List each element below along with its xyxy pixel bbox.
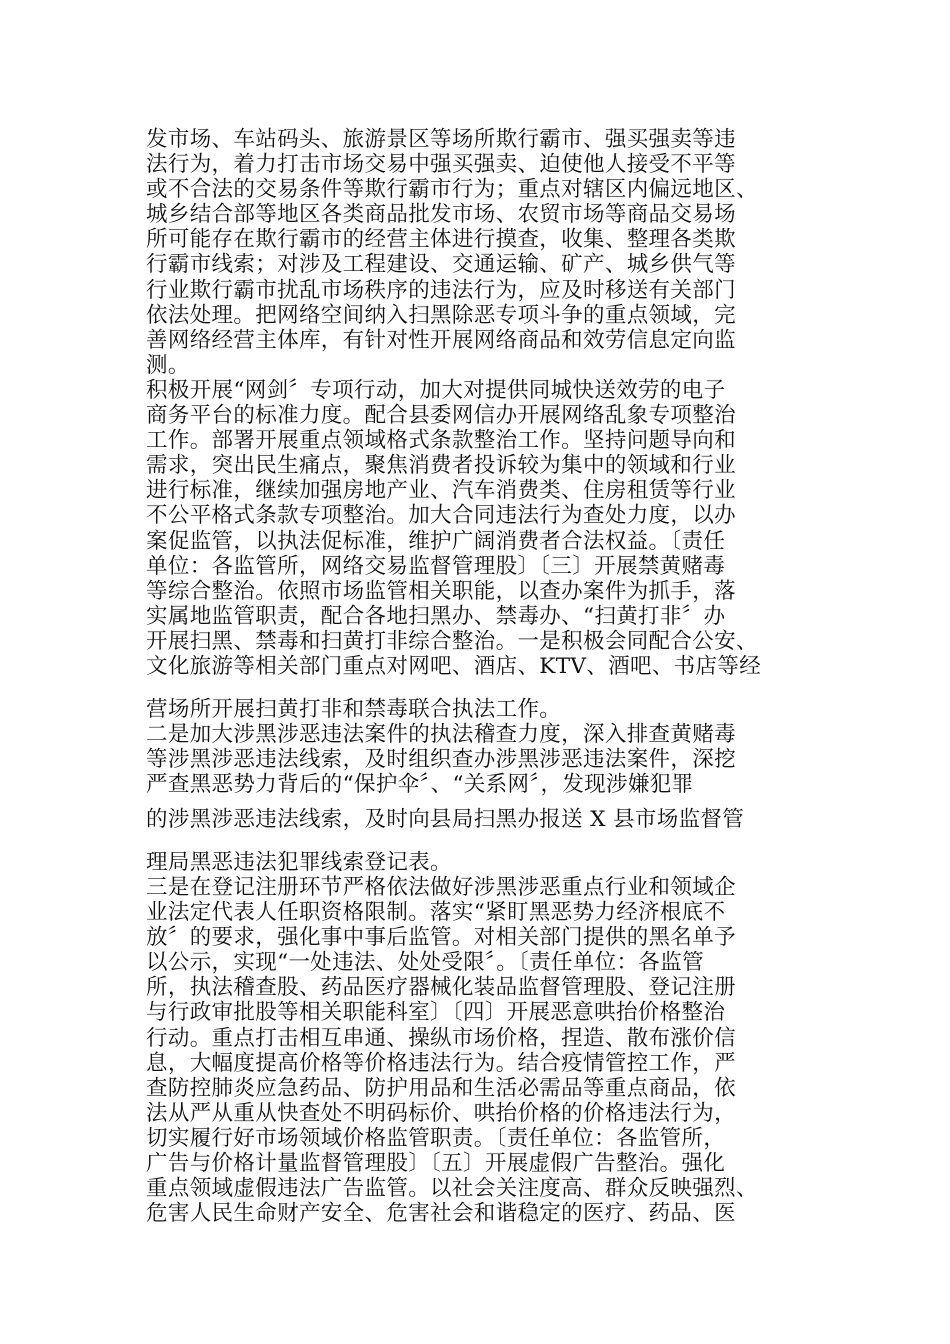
- text-line: 业法定代表人任职资格限制。落实“紧盯黑恶势力经济根底不: [146, 900, 726, 926]
- text-line: 三是在登记注册环节严格依法做好涉黑涉恶重点行业和领域企: [146, 875, 736, 900]
- text-line: 查防控肺炎应急药品、防护用品和生活必需品等重点商品，依: [146, 1075, 736, 1101]
- text-line: 严查黑恶势力背后的“保护伞〞、“关系网〞，发现涉嫌犯罪: [146, 772, 694, 798]
- text-line: 所，执法稽查股、药品医疗器械化装品监督管理股、登记注册: [146, 975, 736, 1001]
- text-line: 理局黑恶违法犯罪线索登记表。: [146, 850, 452, 875]
- text-line: 工作。部署开展重点领域格式条款整治工作。坚持问题导向和: [146, 428, 736, 454]
- paragraph-3: [146, 722, 822, 797]
- text-line: 行动。重点打击相互串通、操纵市场价格，捏造、散布涨价信: [146, 1025, 736, 1051]
- text-line: 广告与价格计量监督管理股〕〔五〕开展虚假广告整治。强化: [146, 1151, 726, 1177]
- paragraph-3-tail: [146, 850, 822, 875]
- paragraph-2-wide-line: [146, 654, 822, 679]
- text-line: 等综合整治。依照市场监管相关职能，以查办案件为抓手，落: [146, 578, 736, 604]
- paragraph-2: [146, 378, 822, 654]
- text-line: 城乡结合部等地区各类商品批发市场、农贸市场等商品交易场: [146, 202, 736, 228]
- text-line: 法从严从重从快查处不明码标价、哄抬价格的价格违法行为，: [146, 1100, 736, 1126]
- text-line: 实属地监管职责，配合各地扫黑办、禁毒办、“扫黄打非〞办: [146, 603, 726, 629]
- text-line: 进行标准，继续加强房地产业、汽车消费类、住房租赁等行业: [146, 478, 736, 504]
- text-line: 商务平台的标准力度。配合县委网信办开展网络乱象专项整治: [146, 403, 736, 429]
- text-line: 法行为，着力打击市场交易中强买强卖、迫使他人接受不平等: [146, 152, 736, 178]
- text-line: 营场所开展扫黄打非和禁毒联合执法工作。: [146, 697, 562, 722]
- text-line: 放〞的要求，强化事中事后监管。对相关部门提供的黑名单予: [146, 925, 736, 951]
- text-line: 行霸市线索；对涉及工程建设、交通运输、矿产、城乡供气等: [146, 252, 736, 278]
- text-line: 发市场、车站码头、旅游景区等场所欺行霸市、强买强卖等违: [146, 127, 736, 152]
- text-line: 重点领域虚假违法广告监管。以社会关注度高、群众反映强烈、: [146, 1176, 758, 1202]
- text-line: 善网络经营主体库，有针对性开展网络商品和效劳信息定向监: [146, 327, 736, 353]
- text-line: 息，大幅度提高价格等价格违法行为。结合疫情管控工作，严: [146, 1050, 736, 1076]
- paragraph-3-wide-line: [146, 807, 822, 832]
- text-line: 危害人民生命财产安全、危害社会和谐稳定的医疗、药品、医: [146, 1201, 736, 1227]
- text-line: 积极开展“网剑〞专项行动，加大对提供同城快送效劳的电子: [146, 378, 726, 403]
- text-line: 以公示，实现“一处违法、处处受限〞。〔责任单位：各监管: [146, 950, 704, 976]
- paragraph-1: [146, 127, 822, 378]
- text-line: 文化旅游等相关部门重点对网吧、酒店、KTV、酒吧、书店等经: [146, 654, 762, 679]
- text-line: 需求，突出民生痛点，聚焦消费者投诉较为集中的领域和行业: [146, 453, 736, 479]
- text-line: 开展扫黑、禁毒和扫黄打非综合整治。一是积极会同配合公安、: [146, 628, 758, 654]
- text-line: 切实履行好市场领域价格监管职责。〔责任单位：各监管所，: [146, 1125, 726, 1151]
- text-line: 不公平格式条款专项整治。加大合同违法行为查处力度，以办: [146, 503, 736, 529]
- text-line: 案促监管，以执法促标准，维护广阔消费者合法权益。〔责任: [146, 528, 726, 554]
- text-line: 与行政审批股等相关职能科室〕〔四〕开展恶意哄抬价格整治: [146, 1000, 726, 1026]
- text-line: 或不合法的交易条件等欺行霸市行为；重点对辖区内偏远地区、: [146, 177, 758, 203]
- text-line: 单位：各监管所，网络交易监督管理股〕〔三〕开展禁黄赌毒: [146, 553, 726, 579]
- paragraph-2-tail: [146, 697, 822, 722]
- text-line: 行业欺行霸市扰乱市场秩序的违法行为，应及时移送有关部门: [146, 277, 736, 303]
- paragraph-4: [146, 875, 822, 1226]
- text-line: 二是加大涉黑涉恶违法案件的执法稽查力度，深入排查黄赌毒: [146, 722, 736, 747]
- text-line: 的涉黑涉恶违法线索，及时向县局扫黑办报送 X 县市场监督管: [146, 807, 745, 832]
- text-line: 等涉黑涉恶违法线索，及时组织查办涉黑涉恶违法案件，深挖: [146, 747, 736, 773]
- text-line: 依法处理。把网络空间纳入扫黑除恶专项斗争的重点领域，完: [146, 302, 736, 328]
- text-line: 所可能存在欺行霸市的经营主体进行摸查，收集、整理各类欺: [146, 227, 736, 253]
- text-line: 测。: [146, 352, 190, 378]
